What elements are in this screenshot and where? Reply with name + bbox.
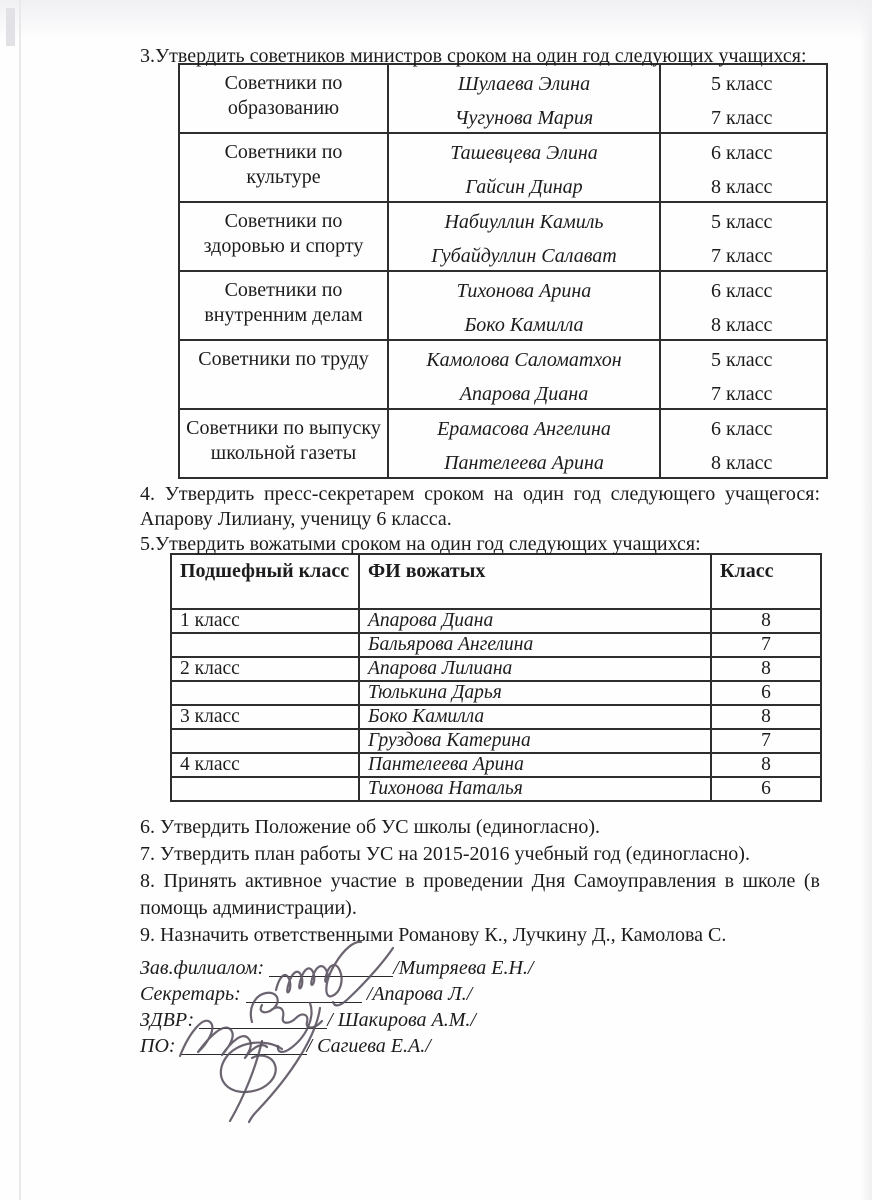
table-row	[179, 409, 827, 478]
signature-blank-line	[199, 1012, 327, 1029]
advisor-name: Пантелеева Арина	[444, 452, 604, 474]
advisor-name: Губайдуллин Салават	[431, 245, 617, 267]
signature-line	[140, 1007, 820, 1033]
advisor-class: 6 класс	[711, 418, 773, 440]
signature-line	[140, 955, 820, 981]
table-header-row	[171, 554, 821, 609]
advisor-name: Набиуллин Камиль	[444, 211, 604, 233]
counselor-name-cell: Бальярова Ангелина	[359, 633, 711, 657]
advisor-name: Тихонова Арина	[456, 280, 592, 302]
paragraph-item-8: 8. Принять активное участие в проведении Дня Самоуправления в школе (в помощь администрации).	[140, 870, 820, 919]
table-row	[179, 340, 827, 409]
advisor-class: 7 класс	[711, 383, 773, 405]
table-row	[171, 777, 821, 801]
signature-label: ЗДВР:	[140, 1009, 195, 1031]
table-row	[171, 681, 821, 705]
advisor-name: Шулаева Элина	[457, 73, 591, 95]
advisor-role: Советники по труду	[198, 348, 369, 370]
table-row	[171, 633, 821, 657]
table-row	[179, 64, 827, 133]
paragraph-item-9: 9. Назначить ответственными Романову К., Лучкину Д., Камолова С.	[140, 924, 727, 946]
advisor-name: Боко Камилла	[464, 314, 584, 336]
advisor-role: Советники по здоровью и спорту	[203, 210, 364, 257]
advisor-role: Советники по образованию	[224, 72, 343, 119]
paragraph-item-7: 7. Утвердить план работы УС на 2015-2016 учебный год (единогласно).	[140, 843, 750, 865]
grade-cell: 8	[711, 753, 821, 777]
advisor-class: 6 класс	[711, 280, 773, 302]
advisor-name: Ташевцева Элина	[450, 142, 598, 164]
signature-blank-line	[269, 960, 393, 977]
signature-line	[140, 981, 820, 1007]
table-row	[179, 133, 827, 202]
paragraph-item-3: 3.Утвердить советников министров сроком на один год следующих учащихся:	[140, 45, 807, 67]
column-header: ФИ вожатых	[359, 554, 711, 609]
advisor-class: 5 класс	[711, 73, 773, 95]
ward-class-cell: 2 класс	[171, 657, 359, 681]
counselors-table	[170, 553, 822, 802]
signature-line	[140, 1033, 820, 1059]
table-row	[171, 753, 821, 777]
signature-name: / Шакирова А.М./	[327, 1009, 476, 1031]
grade-cell: 8	[711, 657, 821, 681]
table-row	[179, 202, 827, 271]
advisor-role: Советники по выпуску школьной газеты	[186, 417, 381, 464]
advisor-class: 8 класс	[711, 176, 773, 198]
advisor-class: 7 класс	[711, 245, 773, 267]
signature-name: /Апарова Л./	[366, 983, 473, 1005]
table-row	[179, 271, 827, 340]
ward-class-cell: 1 класс	[171, 609, 359, 633]
signature-label: ПО:	[140, 1035, 176, 1057]
resolution-items	[140, 814, 820, 949]
advisor-class: 5 класс	[711, 211, 773, 233]
advisor-role: Советники по внутренним делам	[204, 279, 363, 326]
grade-cell: 8	[711, 705, 821, 729]
signature-block	[140, 955, 820, 1059]
counselor-name-cell: Тюлькина Дарья	[359, 681, 711, 705]
signature-label: Секретарь:	[140, 983, 241, 1005]
grade-cell: 7	[711, 633, 821, 657]
grade-cell: 6	[711, 681, 821, 705]
counselor-name-cell: Пантелеева Арина	[359, 753, 711, 777]
ward-class-cell	[171, 681, 359, 705]
advisor-name: Гайсин Динар	[465, 176, 583, 198]
table-row	[171, 705, 821, 729]
counselor-name-cell: Боко Камилла	[359, 705, 711, 729]
counselor-name-cell: Апарова Лилиана	[359, 657, 711, 681]
advisor-name: Апарова Диана	[459, 383, 589, 405]
advisor-class: 8 класс	[711, 314, 773, 336]
ward-class-cell	[171, 633, 359, 657]
ward-class-cell: 4 класс	[171, 753, 359, 777]
signature-blank-line	[246, 986, 362, 1003]
column-header: Подшефный класс	[171, 554, 359, 609]
table-row	[171, 657, 821, 681]
advisor-name: Ерамасова Ангелина	[437, 418, 611, 440]
advisor-name: Чугунова Мария	[454, 107, 594, 129]
ward-class-cell	[171, 777, 359, 801]
advisors-table	[178, 63, 828, 479]
paragraph-item-6: 6. Утвердить Положение об УС школы (единогласно).	[140, 816, 601, 838]
advisor-name: Камолова Саломатхон	[426, 349, 622, 371]
ward-class-cell	[171, 729, 359, 753]
signature-name: / Сагиева Е.А./	[306, 1035, 431, 1057]
grade-cell: 7	[711, 729, 821, 753]
signature-name: /Митряева Е.Н./	[393, 957, 534, 979]
grade-cell: 6	[711, 777, 821, 801]
advisor-role: Советники по культуре	[224, 141, 343, 188]
grade-cell: 8	[711, 609, 821, 633]
counselor-name-cell: Тихонова Наталья	[359, 777, 711, 801]
counselor-name-cell: Груздова Катерина	[359, 729, 711, 753]
paragraph-item-5: 5.Утвердить вожатыми сроком на один год следующих учащихся:	[140, 533, 701, 555]
signature-label: Зав.филиалом:	[140, 957, 265, 979]
signature-blank-line	[181, 1038, 307, 1055]
advisor-class: 6 класс	[711, 142, 773, 164]
ward-class-cell: 3 класс	[171, 705, 359, 729]
advisor-class: 5 класс	[711, 349, 773, 371]
advisor-class: 8 класс	[711, 452, 773, 474]
paragraph-item-4: 4. Утвердить пресс-секретарем сроком на один год следующего учащегося: Апарову Лилиану, ученицу 6 класса.	[140, 483, 820, 530]
counselor-name-cell: Апарова Диана	[359, 609, 711, 633]
advisor-class: 7 класс	[711, 107, 773, 129]
column-header: Класс	[711, 554, 821, 609]
table-row	[171, 729, 821, 753]
table-row	[171, 609, 821, 633]
